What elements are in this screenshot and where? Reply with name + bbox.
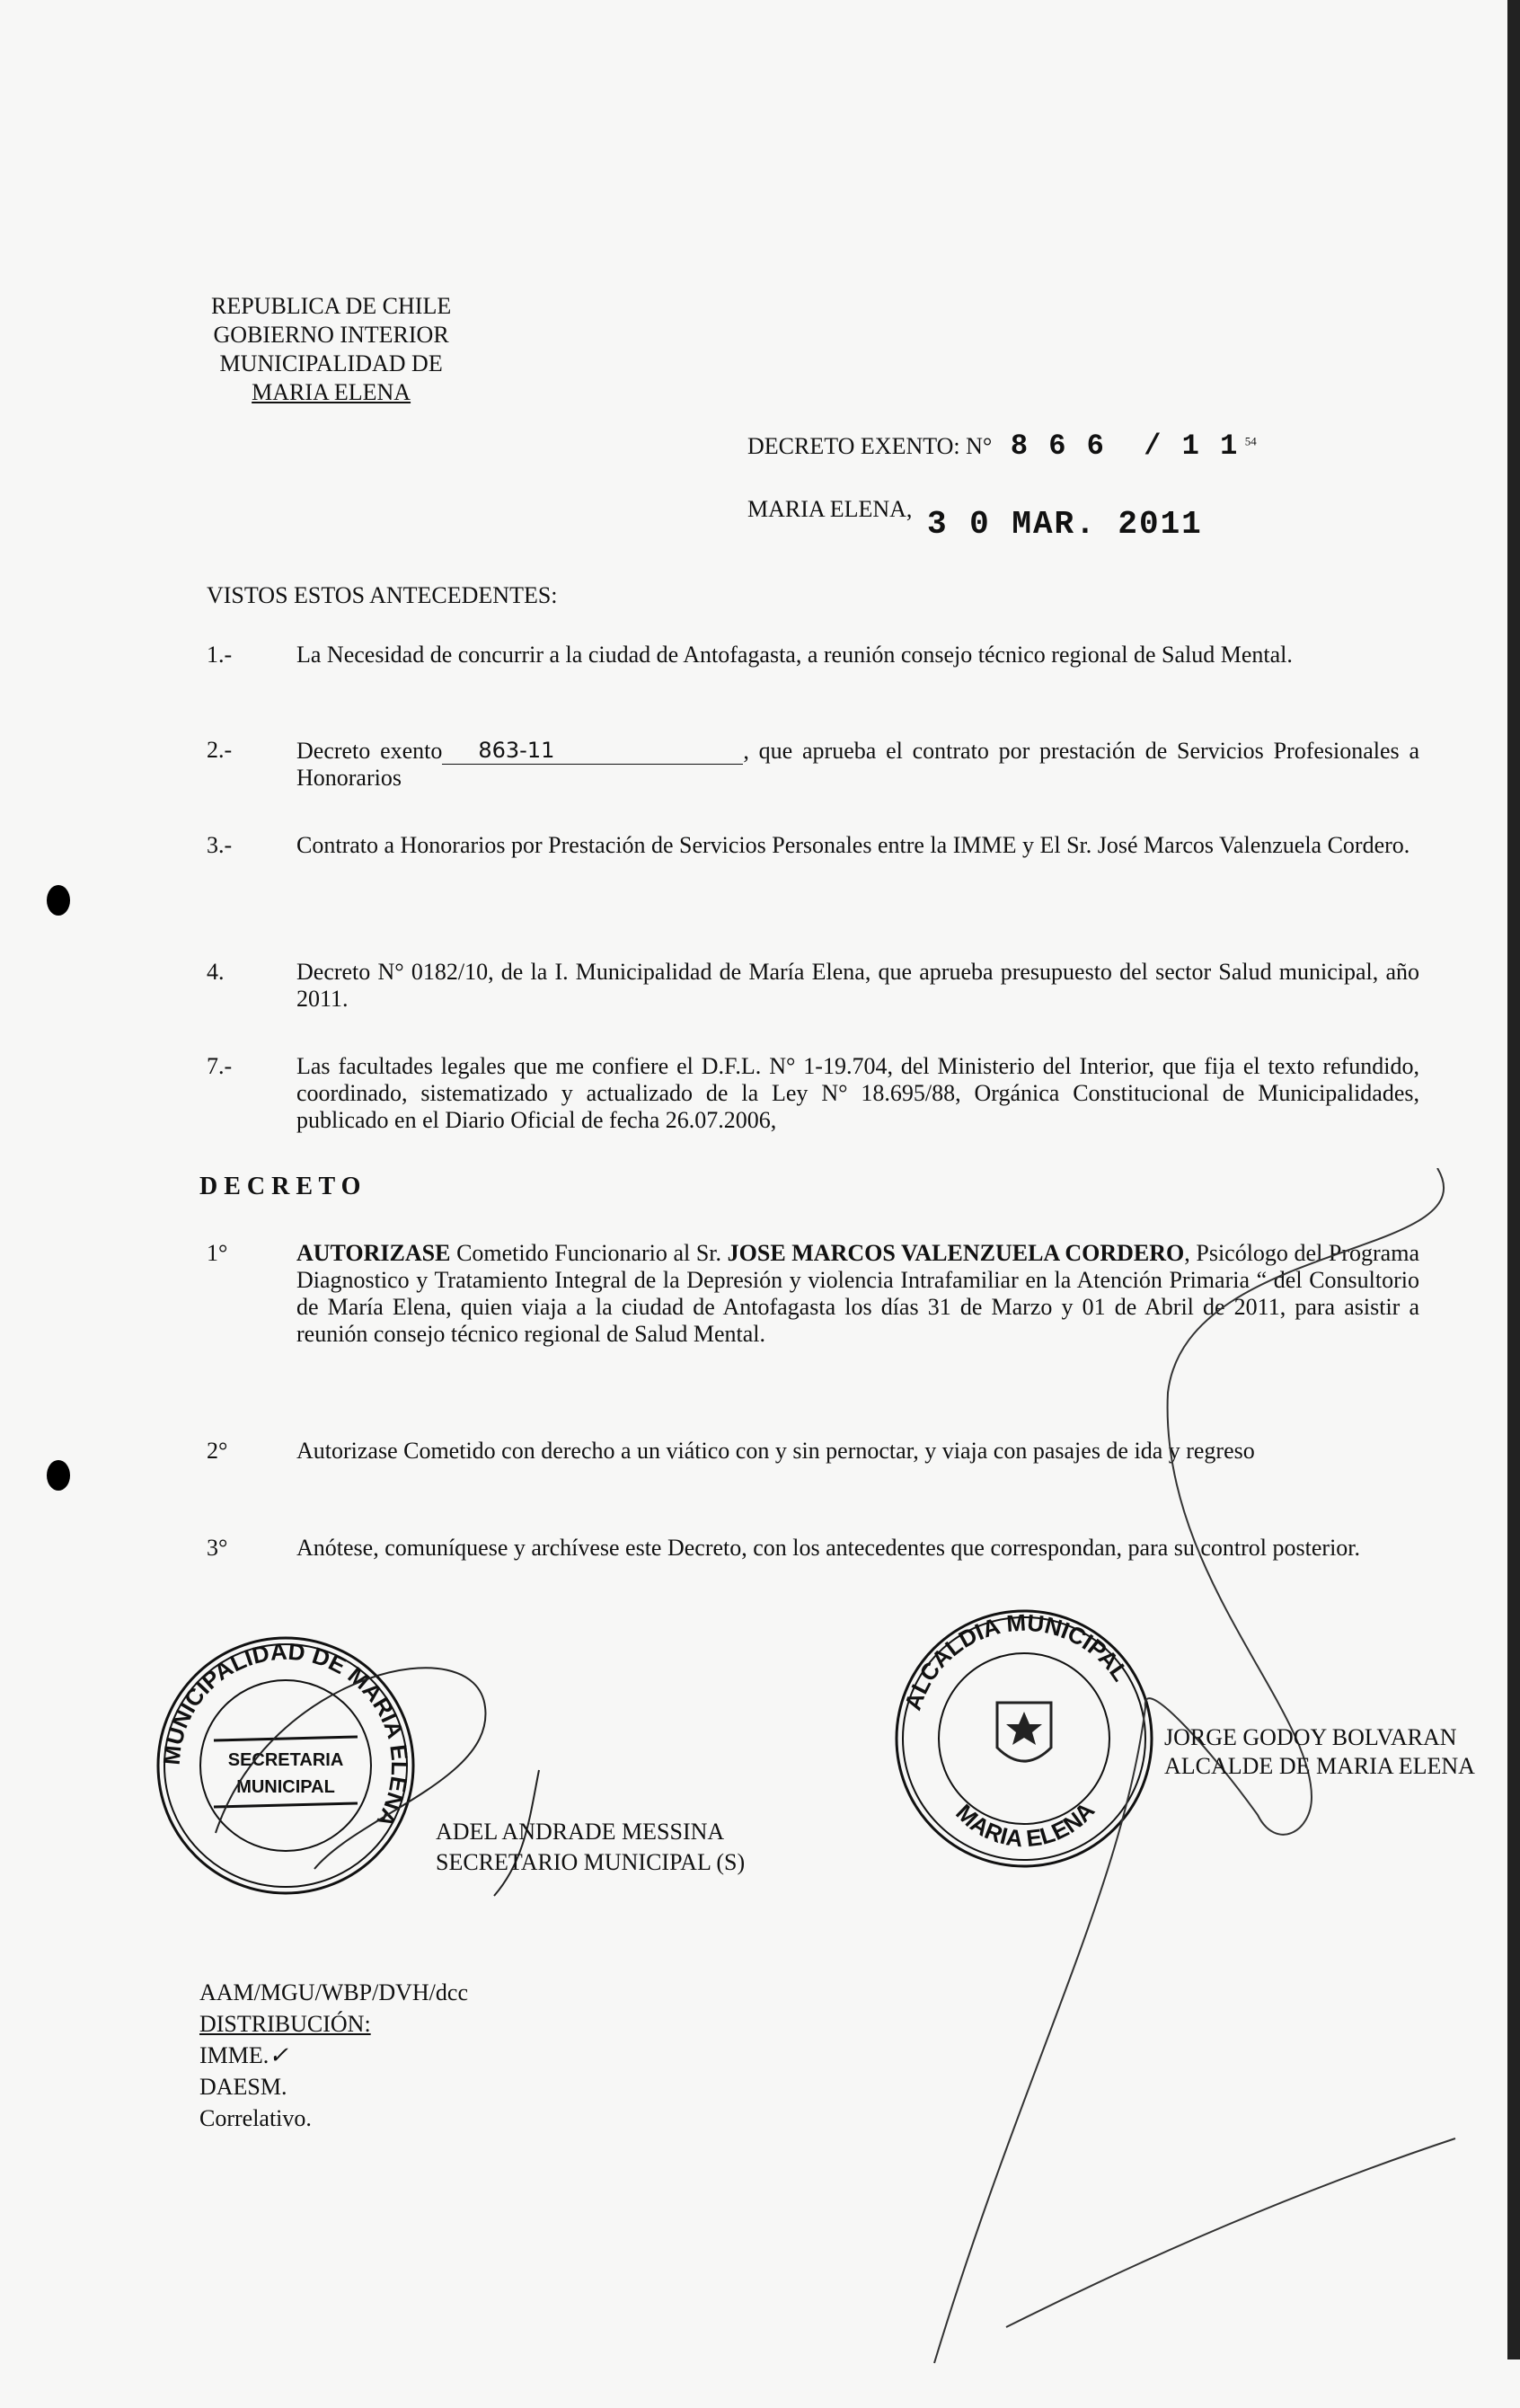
stamp-text: ALCALDIA MUNICIPAL [898,1608,1135,1714]
item-bold: AUTORIZASE [296,1240,451,1266]
signer-title: SECRETARIO MUNICIPAL (S) [436,1849,746,1875]
item-number: 3.- [207,832,233,858]
distribution-footer [199,1977,468,2134]
signer-title: ALCALDE DE MARIA ELENA [1164,1753,1475,1779]
item-number: 4. [207,959,225,985]
item-number: 2° [207,1438,228,1464]
scan-edge [1507,0,1520,2359]
stamp-text: MUNICIPAL [236,1777,335,1797]
item-text: La Necesidad de concurrir a la ciudad de Antofagasta, a reunión consejo técnico regional de Salud Mental. [296,642,1293,668]
date-stamp: 3 0 MAR. 2011 [926,506,1203,543]
item-text: Anótese, comuníquese y archívese este Decreto, con los antecedentes que correspondan, para su control posterior. [296,1535,1361,1561]
punch-hole [47,885,70,916]
decree-number [747,429,1257,463]
letterhead-city: MARIA ELENA [252,379,411,405]
decree-date [747,490,1203,543]
item-text: Decreto N° 0182/10, de la I. Municipalidad de María Elena, que aprueba presupuesto del sector Salud municipal, año 2011. [296,959,1419,1012]
item-bold: JOSE MARCOS VALENZUELA CORDERO [727,1240,1185,1266]
handwritten-field [442,737,743,765]
decreto-heading: D E C R E T O [199,1173,361,1200]
recipient: Correlativo. [199,2105,312,2131]
vistos-item [207,832,1419,859]
decree-label: DECRETO EXENTO: N° [747,433,993,459]
item-number: 7.- [207,1053,233,1079]
vistos-item [207,737,1419,792]
item-number: 1.- [207,642,233,668]
item-number: 3° [207,1535,228,1561]
initials: AAM/MGU/WBP/DVH/dcc [199,1979,468,2005]
decree-superscript: 54 [1244,434,1257,448]
recipient [199,2040,468,2071]
signer-name: JORGE GODOY BOLVARAN [1164,1724,1457,1750]
letterhead-line: GOBIERNO INTERIOR [213,322,449,348]
distribution-label: DISTRIBUCIÓN: [199,2011,371,2037]
checkmark-icon: ✓ [269,2042,289,2068]
stamp-text: MARIA ELENA [950,1796,1100,1853]
signature-block-left [436,1817,745,1878]
recipient: DAESM. [199,2074,287,2100]
vistos-heading: VISTOS ESTOS ANTECEDENTES: [207,582,558,608]
item-text: Decreto exento [296,738,443,764]
letterhead-line: MUNICIPALIDAD DE [219,350,443,376]
item-text: Autorizase Cometido con derecho a un viático con y sin pernoctar, y viaja con pasajes de ida y regreso [296,1438,1255,1464]
stamp-text: MUNICIPALIDAD DE MARIA ELENA [157,1637,414,1832]
vistos-item [207,959,1419,1013]
item-text: , que aprueba el contrato por prestación de Servicios Profesionales a Honorarios [296,738,1419,791]
letterhead-line: REPUBLICA DE CHILE [211,293,452,319]
handwritten-decree: 863-11 [478,738,555,763]
vistos-item [207,1053,1419,1134]
item-text: , Psicólogo del Programa Diagnostico y Tratamiento Integral de la Depresión y violencia Intrafamiliar en la Atención Primaria “ del Consultorio de María Elena, quien viaja a la ciudad de Antofagasta los días 31 de Marzo y 01 de Abril de 2011, para asistir a reunión consejo técnico regional de Salud Mental. [296,1240,1419,1347]
signature-block-right [1164,1723,1475,1781]
handwritten-signature-right [916,1168,1491,2408]
item-number: 1° [207,1240,228,1266]
signer-name: ADEL ANDRADE MESSINA [436,1819,725,1845]
letterhead [211,292,451,407]
recipient-name: IMME. [199,2042,270,2068]
item-number: 2.- [207,737,233,763]
decree-number-stamp: 8 6 6 / 1 1 [1010,429,1240,463]
item-text: Contrato a Honorarios por Prestación de Servicios Personales entre la IMME y El Sr. José Marcos Valenzuela Cordero. [296,832,1410,858]
item-text: Las facultades legales que me confiere el D.F.L. N° 1-19.704, del Ministerio del Interior, que fija el texto refundido, coordinado, sistematizado y actualizado de la Ley N° 18.695/88, Orgánica Constitucional de Municipalidades, publicado en el Diario Oficial de fecha 26.07.2006, [296,1053,1419,1133]
item-text: Cometido Funcionario al Sr. [450,1240,728,1266]
stamp-text: SECRETARIA [227,1750,344,1770]
punch-hole [47,1460,70,1491]
vistos-item [207,642,1419,668]
decree-place: MARIA ELENA, [747,496,913,522]
